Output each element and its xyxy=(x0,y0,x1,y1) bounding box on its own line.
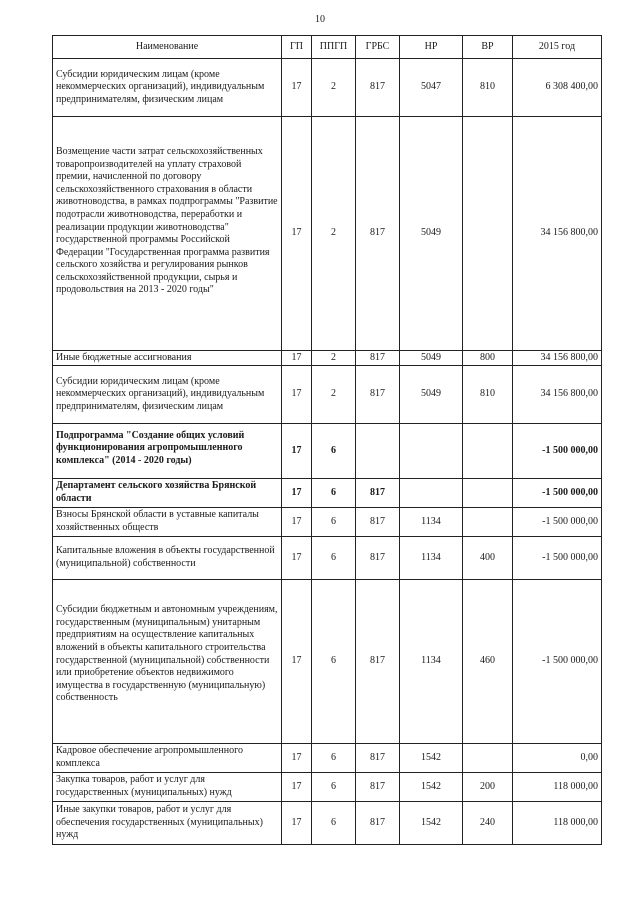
row-ppgp: 6 xyxy=(312,580,356,744)
row-vr: 810 xyxy=(463,59,513,117)
page-number: 10 xyxy=(315,14,325,25)
row-name: Иные бюджетные ассигнования xyxy=(53,351,282,366)
row-grbs: 817 xyxy=(356,580,400,744)
row-vr: 800 xyxy=(463,351,513,366)
row-np: 1542 xyxy=(400,773,463,802)
row-ppgp: 6 xyxy=(312,773,356,802)
budget-table xyxy=(52,35,602,845)
row-np: 5047 xyxy=(400,59,463,117)
row-amount: 118 000,00 xyxy=(513,773,602,802)
row-vr xyxy=(463,117,513,351)
row-ppgp: 6 xyxy=(312,537,356,580)
header-name: Наименование xyxy=(53,36,282,59)
table-row xyxy=(53,424,602,479)
table-row xyxy=(53,59,602,117)
header-ppgp: ППГП xyxy=(312,36,356,59)
row-vr xyxy=(463,744,513,773)
row-np xyxy=(400,424,463,479)
row-name: Кадровое обеспечение агропромышленного комплекса xyxy=(53,744,282,773)
row-gp: 17 xyxy=(282,802,312,845)
row-amount: 0,00 xyxy=(513,744,602,773)
row-vr: 460 xyxy=(463,580,513,744)
row-np: 5049 xyxy=(400,351,463,366)
row-gp: 17 xyxy=(282,59,312,117)
row-amount: -1 500 000,00 xyxy=(513,508,602,537)
table-row xyxy=(53,773,602,802)
row-name: Подпрограмма "Создание общих условий функционирования агропромышленного комплекса" (2014 - 2020 годы) xyxy=(53,424,282,479)
row-gp: 17 xyxy=(282,580,312,744)
row-ppgp: 2 xyxy=(312,117,356,351)
row-vr: 200 xyxy=(463,773,513,802)
row-np: 1542 xyxy=(400,744,463,773)
row-name: Иные закупки товаров, работ и услуг для обеспечения государственных (муниципальных) нужд xyxy=(53,802,282,845)
row-gp: 17 xyxy=(282,744,312,773)
row-grbs: 817 xyxy=(356,744,400,773)
row-ppgp: 6 xyxy=(312,744,356,773)
row-name: Взносы Брянской области в уставные капиталы хозяйственных обществ xyxy=(53,508,282,537)
row-gp: 17 xyxy=(282,537,312,580)
header-year: 2015 год xyxy=(513,36,602,59)
row-amount: -1 500 000,00 xyxy=(513,580,602,744)
row-grbs: 817 xyxy=(356,802,400,845)
row-ppgp: 6 xyxy=(312,424,356,479)
row-vr: 400 xyxy=(463,537,513,580)
table-row xyxy=(53,117,602,351)
row-np: 5049 xyxy=(400,366,463,424)
row-grbs: 817 xyxy=(356,508,400,537)
row-np: 1134 xyxy=(400,508,463,537)
row-gp: 17 xyxy=(282,773,312,802)
row-gp: 17 xyxy=(282,117,312,351)
row-gp: 17 xyxy=(282,366,312,424)
row-grbs: 817 xyxy=(356,479,400,508)
row-ppgp: 2 xyxy=(312,351,356,366)
row-vr: 240 xyxy=(463,802,513,845)
row-name: Субсидии юридическим лицам (кроме некоммерческих организаций), индивидуальным предпринимателям, физическим лицам xyxy=(53,59,282,117)
header-gp: ГП xyxy=(282,36,312,59)
row-vr xyxy=(463,479,513,508)
header-row xyxy=(53,36,602,59)
row-amount: -1 500 000,00 xyxy=(513,424,602,479)
table-row xyxy=(53,351,602,366)
row-grbs: 817 xyxy=(356,59,400,117)
row-np: 1134 xyxy=(400,580,463,744)
header-np: НР xyxy=(400,36,463,59)
row-ppgp: 2 xyxy=(312,366,356,424)
row-vr xyxy=(463,508,513,537)
row-amount: -1 500 000,00 xyxy=(513,537,602,580)
row-ppgp: 6 xyxy=(312,508,356,537)
row-ppgp: 6 xyxy=(312,802,356,845)
header-vr: ВР xyxy=(463,36,513,59)
table-row xyxy=(53,508,602,537)
row-name: Департамент сельского хозяйства Брянской области xyxy=(53,479,282,508)
table-row xyxy=(53,580,602,744)
row-amount: 6 308 400,00 xyxy=(513,59,602,117)
row-np: 5049 xyxy=(400,117,463,351)
row-vr xyxy=(463,424,513,479)
row-np: 1542 xyxy=(400,802,463,845)
row-name: Субсидии юридическим лицам (кроме некоммерческих организаций), индивидуальным предпринимателям, физическим лицам xyxy=(53,366,282,424)
row-gp: 17 xyxy=(282,508,312,537)
row-grbs: 817 xyxy=(356,366,400,424)
row-amount: -1 500 000,00 xyxy=(513,479,602,508)
row-grbs: 817 xyxy=(356,773,400,802)
row-ppgp: 6 xyxy=(312,479,356,508)
header-grbs: ГРБС xyxy=(356,36,400,59)
row-grbs: 817 xyxy=(356,537,400,580)
row-ppgp: 2 xyxy=(312,59,356,117)
row-grbs: 817 xyxy=(356,117,400,351)
row-gp: 17 xyxy=(282,424,312,479)
row-amount: 118 000,00 xyxy=(513,802,602,845)
row-name: Субсидии бюджетным и автономным учреждениям, государственным (муниципальным) унитарным предприятиям на осуществление капитальных вложений в объекты капитального строительства государственной (муниципальной) собственности или приобретение объектов недвижимого имущества в государственную (муниципальную) собственность xyxy=(53,580,282,744)
row-gp: 17 xyxy=(282,479,312,508)
row-name: Закупка товаров, работ и услуг для государственных (муниципальных) нужд xyxy=(53,773,282,802)
row-np xyxy=(400,479,463,508)
row-amount: 34 156 800,00 xyxy=(513,366,602,424)
table-row xyxy=(53,744,602,773)
table-row xyxy=(53,802,602,845)
table-row xyxy=(53,537,602,580)
row-amount: 34 156 800,00 xyxy=(513,117,602,351)
row-np: 1134 xyxy=(400,537,463,580)
table-row xyxy=(53,479,602,508)
row-amount: 34 156 800,00 xyxy=(513,351,602,366)
row-name: Капитальные вложения в объекты государственной (муниципальной) собственности xyxy=(53,537,282,580)
row-name: Возмещение части затрат сельскохозяйственных товаропроизводителей на уплату страховой премии, начисленной по договору сельскохозяйственного страхования в области животноводства, в рамках подпрограммы "Развитие подотрасли животноводства, переработки и реализации продукции животноводства" государственной программы Российской Федерации "Государственная программа развития сельского хозяйства и регулирования рынков сельскохозяйственной продукции, сырья и продовольствия на 2013 - 2020 годы" xyxy=(53,117,282,351)
row-gp: 17 xyxy=(282,351,312,366)
table-row xyxy=(53,366,602,424)
row-vr: 810 xyxy=(463,366,513,424)
row-grbs: 817 xyxy=(356,351,400,366)
row-grbs xyxy=(356,424,400,479)
